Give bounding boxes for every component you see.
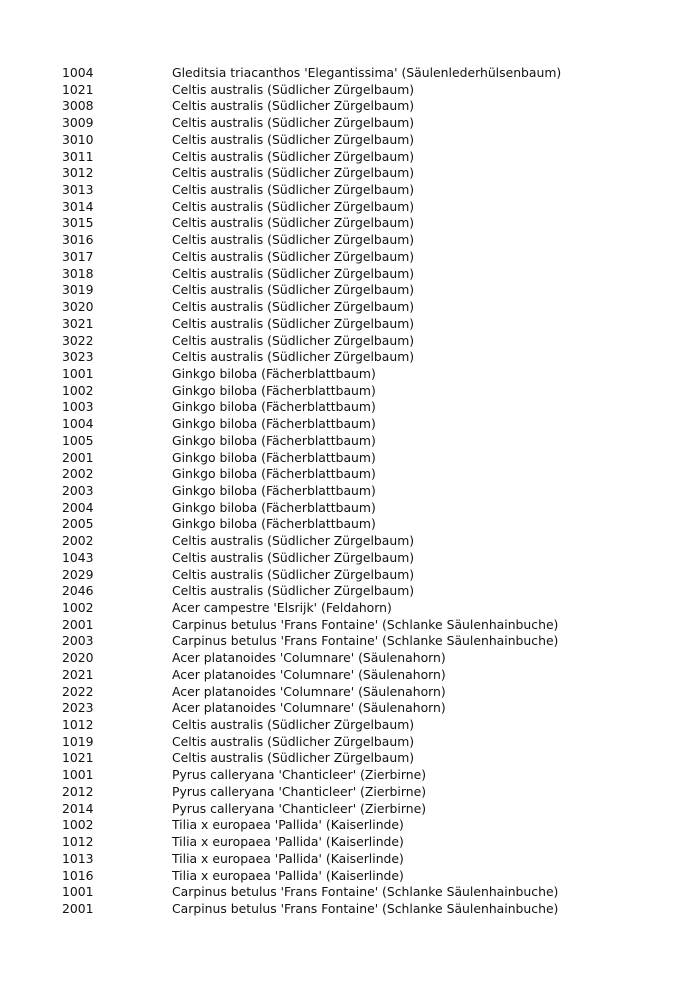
- row-id: 1021: [62, 81, 94, 97]
- row-id: 3020: [62, 299, 94, 315]
- list-row: [62, 316, 682, 333]
- row-tree-name: Ginkgo biloba (Fächerblattbaum): [172, 382, 376, 398]
- row-tree-name: Ginkgo biloba (Fächerblattbaum): [172, 399, 376, 415]
- row-tree-name: Celtis australis (Südlicher Zürgelbaum): [172, 81, 415, 97]
- row-id: 3015: [62, 215, 94, 231]
- list-row: [62, 399, 682, 416]
- list-row: [62, 483, 682, 500]
- row-id: 2020: [62, 650, 94, 666]
- row-id: 2029: [62, 566, 94, 582]
- list-row: [62, 82, 682, 99]
- list-row: [62, 583, 682, 600]
- row-id: 1012: [62, 717, 94, 733]
- row-id: 1001: [62, 365, 94, 381]
- list-row: [62, 182, 682, 199]
- row-id: 3022: [62, 332, 94, 348]
- list-row: [62, 282, 682, 299]
- row-id: 1043: [62, 549, 94, 565]
- row-id: 1003: [62, 399, 94, 415]
- list-row: [62, 734, 682, 751]
- row-id: 1012: [62, 834, 94, 850]
- row-id: 2014: [62, 800, 94, 816]
- row-tree-name: Ginkgo biloba (Fächerblattbaum): [172, 466, 376, 482]
- row-id: 2003: [62, 633, 94, 649]
- row-tree-name: Celtis australis (Südlicher Zürgelbaum): [172, 566, 415, 582]
- list-row: [62, 215, 682, 232]
- row-tree-name: Pyrus calleryana 'Chanticleer' (Zierbirne): [172, 800, 427, 816]
- list-row: [62, 500, 682, 517]
- row-id: 2023: [62, 700, 94, 716]
- row-tree-name: Pyrus calleryana 'Chanticleer' (Zierbirne): [172, 767, 427, 783]
- row-id: 1021: [62, 750, 94, 766]
- row-id: 3014: [62, 198, 94, 214]
- row-tree-name: Acer campestre 'Elsrijk' (Feldahorn): [172, 600, 392, 615]
- list-row: [62, 199, 682, 216]
- row-tree-name: Celtis australis (Südlicher Zürgelbaum): [172, 215, 415, 231]
- list-row: [62, 349, 682, 366]
- row-id: 2001: [62, 616, 94, 632]
- row-tree-name: Acer platanoides 'Columnare' (Säulenahorn): [172, 666, 446, 682]
- row-tree-name: Celtis australis (Südlicher Zürgelbaum): [172, 98, 415, 114]
- row-tree-name: Celtis australis (Südlicher Zürgelbaum): [172, 282, 415, 298]
- row-id: 1002: [62, 817, 94, 833]
- row-tree-name: Acer platanoides 'Columnare' (Säulenahorn): [172, 683, 446, 699]
- row-id: 3011: [62, 148, 94, 164]
- row-tree-name: Carpinus betulus 'Frans Fontaine' (Schlanke Säulenhainbuche): [172, 900, 559, 916]
- row-tree-name: Celtis australis (Südlicher Zürgelbaum): [172, 232, 415, 248]
- list-row: [62, 533, 682, 550]
- row-tree-name: Celtis australis (Südlicher Zürgelbaum): [172, 248, 415, 264]
- row-id: 1005: [62, 432, 94, 448]
- row-tree-name: Carpinus betulus 'Frans Fontaine' (Schlanke Säulenhainbuche): [172, 633, 559, 649]
- list-row: [62, 700, 682, 717]
- list-row: [62, 801, 682, 818]
- row-tree-name: Ginkgo biloba (Fächerblattbaum): [172, 516, 376, 532]
- row-tree-name: Celtis australis (Südlicher Zürgelbaum): [172, 717, 415, 733]
- row-tree-name: Ginkgo biloba (Fächerblattbaum): [172, 482, 376, 498]
- row-id: 3019: [62, 282, 94, 298]
- list-row: [62, 366, 682, 383]
- row-tree-name: Ginkgo biloba (Fächerblattbaum): [172, 416, 376, 432]
- list-row: [62, 98, 682, 115]
- list-row: [62, 767, 682, 784]
- row-tree-name: Pyrus calleryana 'Chanticleer' (Zierbirne): [172, 783, 427, 799]
- list-row: [62, 817, 682, 834]
- row-id: 1016: [62, 867, 94, 883]
- row-id: 2001: [62, 449, 94, 465]
- row-tree-name: Celtis australis (Südlicher Zürgelbaum): [172, 299, 415, 315]
- row-tree-name: Tilia x europaea 'Pallida' (Kaiserlinde): [172, 834, 404, 850]
- row-tree-name: Celtis australis (Südlicher Zürgelbaum): [172, 265, 415, 281]
- list-row: [62, 600, 682, 617]
- row-tree-name: Celtis australis (Südlicher Zürgelbaum): [172, 583, 415, 599]
- row-id: 1002: [62, 382, 94, 398]
- list-row: [62, 667, 682, 684]
- row-tree-name: Celtis australis (Südlicher Zürgelbaum): [172, 182, 415, 198]
- row-tree-name: Celtis australis (Südlicher Zürgelbaum): [172, 315, 415, 331]
- list-row: [62, 617, 682, 634]
- list-row: [62, 650, 682, 667]
- row-id: 1002: [62, 600, 94, 615]
- row-id: 3012: [62, 165, 94, 181]
- tree-list: [62, 65, 682, 918]
- list-row: [62, 717, 682, 734]
- list-row: [62, 450, 682, 467]
- row-id: 2046: [62, 583, 94, 599]
- row-id: 2004: [62, 499, 94, 515]
- row-id: 3023: [62, 349, 94, 365]
- row-id: 3017: [62, 248, 94, 264]
- row-tree-name: Celtis australis (Südlicher Zürgelbaum): [172, 198, 415, 214]
- row-tree-name: Ginkgo biloba (Fächerblattbaum): [172, 365, 376, 381]
- list-row: [62, 851, 682, 868]
- list-row: [62, 149, 682, 166]
- list-row: [62, 115, 682, 132]
- row-tree-name: Carpinus betulus 'Frans Fontaine' (Schlanke Säulenhainbuche): [172, 884, 559, 900]
- list-row: [62, 516, 682, 533]
- row-tree-name: Celtis australis (Südlicher Zürgelbaum): [172, 165, 415, 181]
- list-row: [62, 466, 682, 483]
- list-row: [62, 416, 682, 433]
- row-id: 2002: [62, 533, 94, 549]
- row-tree-name: Tilia x europaea 'Pallida' (Kaiserlinde): [172, 867, 404, 883]
- row-id: 3021: [62, 315, 94, 331]
- row-tree-name: Celtis australis (Südlicher Zürgelbaum): [172, 332, 415, 348]
- row-id: 2005: [62, 516, 94, 532]
- list-row: [62, 684, 682, 701]
- list-row: [62, 750, 682, 767]
- row-tree-name: Celtis australis (Südlicher Zürgelbaum): [172, 115, 415, 131]
- list-row: [62, 333, 682, 350]
- row-tree-name: Ginkgo biloba (Fächerblattbaum): [172, 499, 376, 515]
- row-id: 3013: [62, 182, 94, 198]
- row-tree-name: Tilia x europaea 'Pallida' (Kaiserlinde): [172, 817, 404, 833]
- row-tree-name: Celtis australis (Südlicher Zürgelbaum): [172, 131, 415, 147]
- row-id: 1004: [62, 416, 94, 432]
- row-id: 2022: [62, 683, 94, 699]
- list-row: [62, 266, 682, 283]
- list-row: [62, 65, 682, 82]
- list-row: [62, 784, 682, 801]
- row-id: 3010: [62, 131, 94, 147]
- row-tree-name: Acer platanoides 'Columnare' (Säulenahorn): [172, 650, 446, 666]
- row-tree-name: Ginkgo biloba (Fächerblattbaum): [172, 449, 376, 465]
- row-id: 3018: [62, 265, 94, 281]
- row-tree-name: Ginkgo biloba (Fächerblattbaum): [172, 432, 376, 448]
- row-tree-name: Carpinus betulus 'Frans Fontaine' (Schlanke Säulenhainbuche): [172, 616, 559, 632]
- row-id: 2002: [62, 466, 94, 482]
- list-row: [62, 884, 682, 901]
- row-tree-name: Celtis australis (Südlicher Zürgelbaum): [172, 750, 415, 766]
- list-row: [62, 132, 682, 149]
- list-row: [62, 249, 682, 266]
- list-row: [62, 165, 682, 182]
- row-id: 1019: [62, 733, 94, 749]
- row-id: 2012: [62, 783, 94, 799]
- list-row: [62, 299, 682, 316]
- row-id: 2001: [62, 900, 94, 916]
- row-tree-name: Celtis australis (Südlicher Zürgelbaum): [172, 733, 415, 749]
- row-id: 1004: [62, 65, 94, 80]
- row-tree-name: Celtis australis (Südlicher Zürgelbaum): [172, 549, 415, 565]
- row-id: 1001: [62, 884, 94, 900]
- row-tree-name: Celtis australis (Südlicher Zürgelbaum): [172, 533, 415, 549]
- list-row: [62, 901, 682, 918]
- row-id: 1001: [62, 767, 94, 783]
- row-tree-name: Tilia x europaea 'Pallida' (Kaiserlinde): [172, 850, 404, 866]
- row-id: 2021: [62, 666, 94, 682]
- row-id: 3016: [62, 232, 94, 248]
- row-tree-name: Acer platanoides 'Columnare' (Säulenahorn): [172, 700, 446, 716]
- row-id: 2003: [62, 482, 94, 498]
- list-row: [62, 834, 682, 851]
- row-tree-name: Gleditsia triacanthos 'Elegantissima' (Säulenlederhülsenbaum): [172, 65, 562, 80]
- list-row: [62, 383, 682, 400]
- row-id: 3008: [62, 98, 94, 114]
- list-row: [62, 433, 682, 450]
- list-row: [62, 550, 682, 567]
- row-tree-name: Celtis australis (Südlicher Zürgelbaum): [172, 148, 415, 164]
- list-row: [62, 633, 682, 650]
- row-id: 1013: [62, 850, 94, 866]
- row-tree-name: Celtis australis (Südlicher Zürgelbaum): [172, 349, 415, 365]
- list-row: [62, 868, 682, 885]
- list-row: [62, 567, 682, 584]
- list-row: [62, 232, 682, 249]
- row-id: 3009: [62, 115, 94, 131]
